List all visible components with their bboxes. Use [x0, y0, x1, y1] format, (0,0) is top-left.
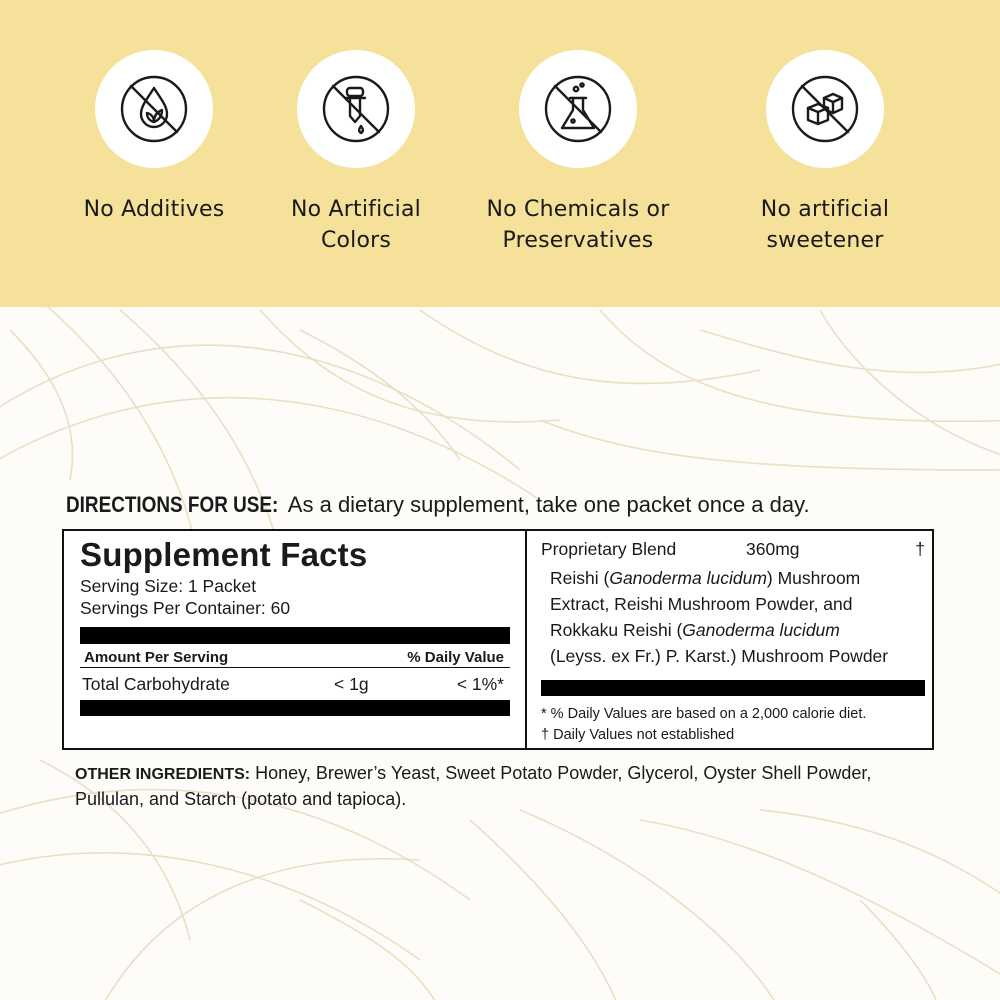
blend-desc-text: Rokkaku Reishi (	[550, 620, 683, 640]
dropper-no-icon	[321, 74, 391, 144]
feature-icon-circle	[297, 50, 415, 168]
directions-heading: DIRECTIONS FOR USE:	[66, 492, 279, 517]
feature-label: No Artificial Colors	[290, 197, 421, 253]
nutrient-row	[80, 668, 510, 698]
blend-amount: 360mg	[746, 539, 800, 559]
supplement-facts-panel	[62, 529, 934, 750]
sugar-cube-no-icon	[790, 74, 860, 144]
other-ingredients-heading: OTHER INGREDIENTS:	[75, 766, 251, 783]
flask-no-icon	[543, 74, 613, 144]
directions-for-use	[66, 492, 966, 518]
daily-value-header: % Daily Value	[407, 649, 504, 666]
thick-divider	[541, 680, 925, 696]
blend-desc-line: Extract, Reishi Mushroom Powder, and	[550, 594, 853, 614]
other-ingredients	[75, 761, 935, 812]
nutrient-daily-value: < 1%*	[456, 674, 504, 694]
proprietary-blend-row	[541, 537, 925, 561]
nutrient-name: Total Carbohydrate	[82, 674, 230, 694]
feature-icon-circle	[95, 50, 213, 168]
facts-left-column	[80, 535, 510, 716]
serving-size: Serving Size: 1 Packet	[80, 576, 257, 596]
blend-name: Proprietary Blend	[541, 539, 677, 559]
amount-per-serving-header: Amount Per Serving	[84, 649, 229, 666]
feature-label: No artificial sweetener	[760, 197, 890, 253]
feature-icon-circle	[766, 50, 884, 168]
facts-right-column	[541, 537, 925, 746]
blend-description	[550, 565, 925, 669]
servings-per-container: Servings Per Container: 60	[80, 598, 291, 618]
feature-no-artificial-colors	[246, 50, 466, 256]
amount-header-row	[80, 644, 510, 668]
blend-desc-text: Reishi (	[550, 568, 610, 588]
supplement-facts-title: Supplement Facts	[80, 536, 368, 573]
feature-label: No Chemicals or Preservatives	[486, 197, 670, 253]
blend-desc-line	[550, 565, 925, 591]
feature-no-artificial-sweetener	[715, 50, 935, 256]
blend-desc-line	[550, 617, 925, 643]
not-established-footnote: † Daily Values not established	[541, 727, 735, 743]
blend-desc-line: (Leyss. ex Fr.) P. Karst.) Mushroom Powder	[550, 646, 889, 666]
feature-icon-circle	[519, 50, 637, 168]
blend-desc-latin: Ganoderma lucidum	[609, 568, 767, 588]
drop-leaf-no-icon	[119, 74, 189, 144]
feature-label: No Additives	[83, 197, 225, 222]
blend-desc-latin: Ganoderma lucidum	[682, 620, 840, 640]
feature-no-chemicals	[468, 50, 688, 256]
other-ingredients-text: Honey, Brewer’s Yeast, Sweet Potato Powder, Glycerol, Oyster Shell Powder, Pullulan, and Starch (potato and tapioca).	[75, 763, 872, 809]
feature-no-additives	[44, 50, 264, 225]
thick-divider	[80, 627, 510, 644]
blend-daily-value: †	[915, 539, 925, 559]
daily-value-footnote: * % Daily Values are based on a 2,000 calorie diet.	[541, 706, 867, 722]
thick-divider	[80, 700, 510, 716]
nutrient-amount: < 1g	[334, 674, 369, 694]
directions-text: As a dietary supplement, take one packet once a day.	[282, 492, 810, 517]
blend-desc-text: ) Mushroom	[766, 568, 861, 588]
panel-divider	[525, 531, 527, 748]
